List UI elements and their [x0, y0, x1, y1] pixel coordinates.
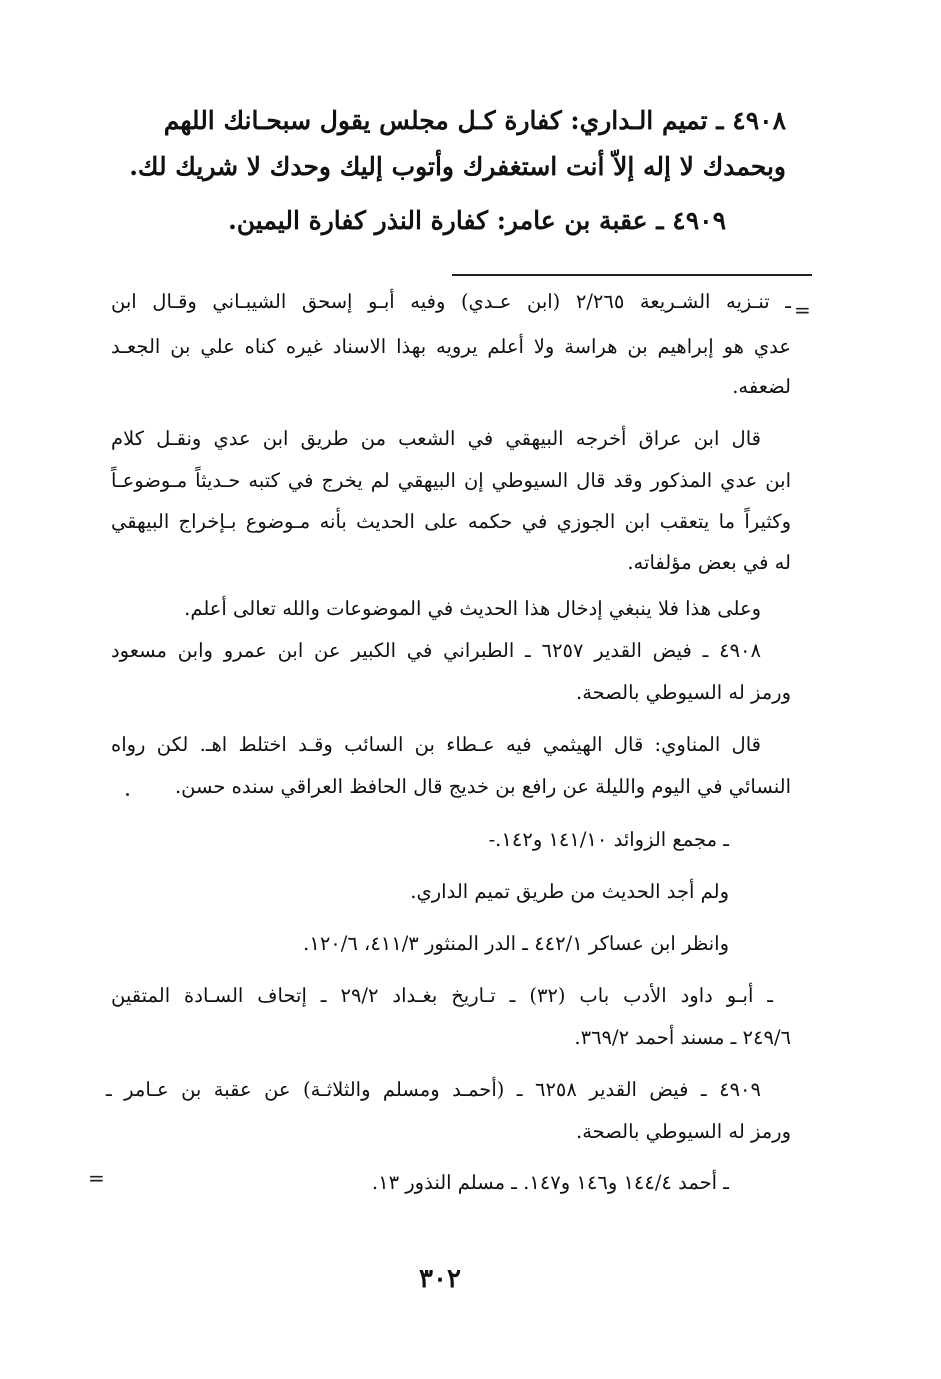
hadith-4908-line-1: ٤٩٠٨ ـ تميم الـداري: كفارة كـل مجلس يقول سبحـانك اللهم — [163, 106, 786, 135]
footnote-line: له في بعض مؤلفاته. — [627, 551, 791, 574]
footnote-line: ـ أحمد ١٤٤/٤ و١٤٦ و١٤٧. ـ مسلم النذور ١٣. — [371, 1171, 729, 1194]
footnote-line: وكثيراً ما يتعقب ابن الجوزي في حكمه على الحديث بأنه مـوضوع بـإخراج البيهقي — [111, 510, 791, 533]
footnote-line: ـ أبـو داود الأدب باب (٣٢) ـ تـاريخ بغـداد ٢٩/٢ ـ إتحاف السـادة المتقين — [111, 984, 774, 1007]
hadith-4908-line-2: وبحمدك لا إله إلاّ أنت استغفرك وأتوب إليك وحدك لا شريك لك. — [129, 152, 786, 181]
footnote-line: ابن عدي المذكور وقد قال السيوطي إن البيهقي لم يخرج في كتبه حـديثاً مـوضوعـاً — [111, 469, 791, 492]
footnote-line: وعلى هذا فلا ينبغي إدخال هذا الحديث في الموضوعات والله تعالى أعلم. — [184, 597, 761, 620]
footnote-line: ـ مجمع الزوائد ١٤١/١٠ و١٤٢.- — [488, 828, 729, 851]
footnote-line: قال ابن عراق أخرجه البيهقي في الشعب من طريق ابن عدي ونقـل كلام — [111, 427, 761, 450]
footnote-line: ٤٩٠٩ ـ فيض القدير ٦٢٥٨ ـ (أحمـد ومسلم والثلاثـة) عن عقبة بن عـامر ـ — [106, 1078, 761, 1101]
page-number: ٣٠٢ — [419, 1264, 461, 1294]
hadith-4909-line-1: ٤٩٠٩ ـ عقبة بن عامر: كفارة النذر كفارة اليمين. — [228, 206, 726, 235]
continuation-mark-start: = — [794, 298, 811, 322]
continuation-mark-end: = — [88, 1166, 105, 1190]
footnote-line: عدي هو إبراهيم بن هراسة ولا أعلم يرويه بهذا الاسناد غيره كناه علي بن الجعـد — [111, 335, 791, 358]
footnote-line: وانظر ابن عساكر ٤٤٢/١ ـ الدر المنثور ٤١١/٣، ١٢٠/٦. — [303, 932, 729, 955]
footnote-line: قال المناوي: قال الهيثمي فيه عـطاء بن السائب وقـد اختلط اهـ. لكن رواه — [111, 733, 761, 756]
footnote-line: ورمز له السيوطي بالصحة. — [576, 681, 791, 704]
footnote-line: ٤٩٠٨ ـ فيض القدير ٦٢٥٧ ـ الطبراني في الكبير عن ابن عمرو وابن مسعود — [111, 639, 761, 662]
footnote-line: لضعفه. — [732, 375, 791, 398]
footnote-line: ولم أجد الحديث من طريق تميم الداري. — [410, 880, 729, 903]
footnote-line: ٢٤٩/٦ ـ مسند أحمد ٣٦٩/٢. — [574, 1026, 791, 1049]
footnote-line: ـ تنـزيه الشـريعة ٢/٢٦٥ (ابن عـدي) وفيه أبـو إسحق الشيبـاني وقـال ابن — [111, 290, 791, 313]
footnote-line: النسائي في اليوم والليلة عن رافع بن خديج قال الحافظ العراقي سنده حسن. — [174, 775, 791, 798]
footnote-line: ورمز له السيوطي بالصحة. — [576, 1120, 791, 1143]
footnote-divider — [452, 274, 812, 276]
scan-speck — [126, 793, 129, 796]
